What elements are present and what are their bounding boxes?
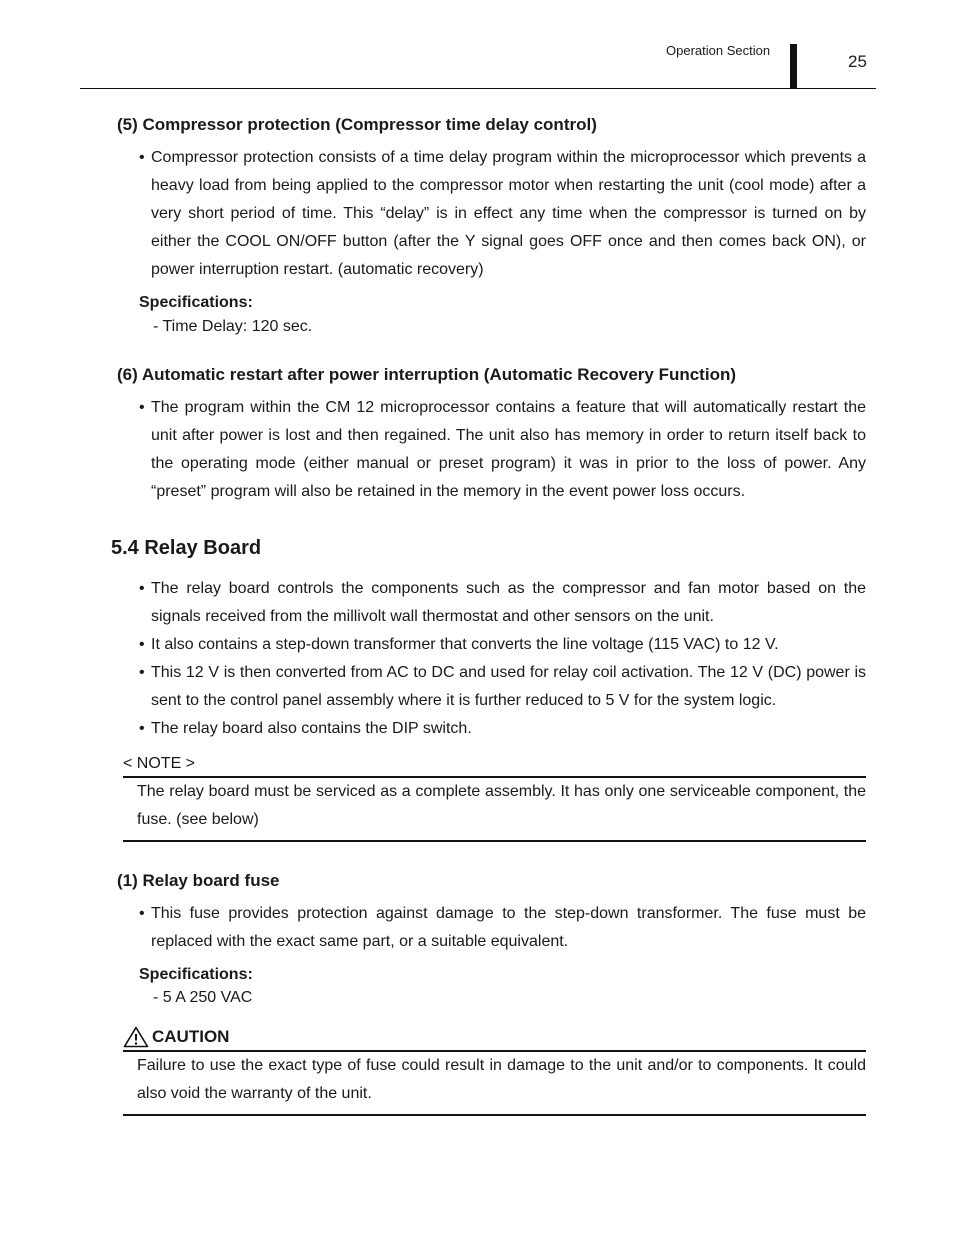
section-5-spec-item: - Time Delay: 120 sec.: [153, 318, 313, 335]
caution-text: Failure to use the exact type of fuse could result in damage to the unit and/or to components. It could also void the warranty of the unit.: [137, 1057, 866, 1102]
note-label: < NOTE >: [123, 755, 196, 772]
list-item: [139, 144, 866, 284]
warning-triangle-icon: [123, 1026, 149, 1048]
section-1-spec-item: - 5 A 250 VAC: [153, 989, 253, 1006]
bullet-marker: •: [139, 580, 145, 597]
list-item: [139, 394, 866, 506]
header-divider-bar: [790, 44, 797, 89]
list-item-text: The relay board also contains the DIP switch.: [151, 720, 472, 737]
list-item: [139, 631, 866, 659]
bullet-marker: •: [139, 664, 145, 681]
header-section-title: Operation Section: [666, 43, 771, 58]
caution-label-text: CAUTION: [152, 1027, 230, 1046]
list-item-text: It also contains a step-down transformer that converts the line voltage (115 VAC) to 12 V.: [151, 636, 779, 653]
list-item: [139, 659, 866, 715]
list-item-text: The program within the CM 12 microprocessor contains a feature that will automatically restart the unit after power is lost and then regained. The unit also has memory in order to return itself back to the operating mode (either manual or preset program) it was in prior to the loss of power. Any “preset” program will also be retained in the memory in the event power loss occurs.: [151, 399, 866, 500]
section-6-heading: (6) Automatic restart after power interruption (Automatic Recovery Function): [117, 365, 736, 384]
section-1-bullets: [139, 900, 866, 956]
list-item: [139, 575, 866, 631]
section-1-spec-label: Specifications:: [139, 966, 253, 983]
section-5-4-heading: 5.4 Relay Board: [111, 537, 262, 559]
caution-label: [123, 1026, 229, 1048]
section-5-heading: (5) Compressor protection (Compressor time delay control): [117, 115, 597, 134]
section-5-bullets: [139, 144, 866, 284]
list-item-text: The relay board controls the components such as the compressor and fan motor based on the signals received from the millivolt wall thermostat and other sensors on the unit.: [151, 580, 866, 625]
page-number: 25: [848, 52, 867, 71]
bullet-marker: •: [139, 399, 145, 416]
list-item-text: Compressor protection consists of a time delay program within the microprocessor which prevents a heavy load from being applied to the compressor motor when restarting the unit (cool mode) after a very short period of time. This “delay” is in effect any time when the compressor is turned on by either the COOL ON/OFF button (after the Y signal goes OFF once and then comes back ON), or power interruption restart. (automatic recovery): [151, 149, 866, 278]
header-rule: [80, 88, 876, 89]
note-bottom-rule: [123, 840, 866, 842]
list-item-text: This fuse provides protection against damage to the step-down transformer. The fuse must be replaced with the exact same part, or a suitable equivalent.: [151, 905, 866, 950]
bullet-marker: •: [139, 720, 145, 737]
section-5-spec-label: Specifications:: [139, 294, 253, 311]
note-text: The relay board must be serviced as a complete assembly. It has only one serviceable component, the fuse. (see below): [137, 783, 866, 828]
caution-bottom-rule: [123, 1114, 866, 1116]
bullet-marker: •: [139, 149, 145, 166]
section-6-bullets: [139, 394, 866, 506]
list-item: [139, 900, 866, 956]
bullet-marker: •: [139, 905, 145, 922]
bullet-marker: •: [139, 636, 145, 653]
section-5-4-bullets: [139, 575, 866, 743]
list-item: [139, 715, 866, 743]
section-1-heading: (1) Relay board fuse: [117, 871, 280, 890]
list-item-text: This 12 V is then converted from AC to DC and used for relay coil activation. The 12 V (DC) power is sent to the control panel assembly where it is further reduced to 5 V for the system logic.: [151, 664, 866, 709]
